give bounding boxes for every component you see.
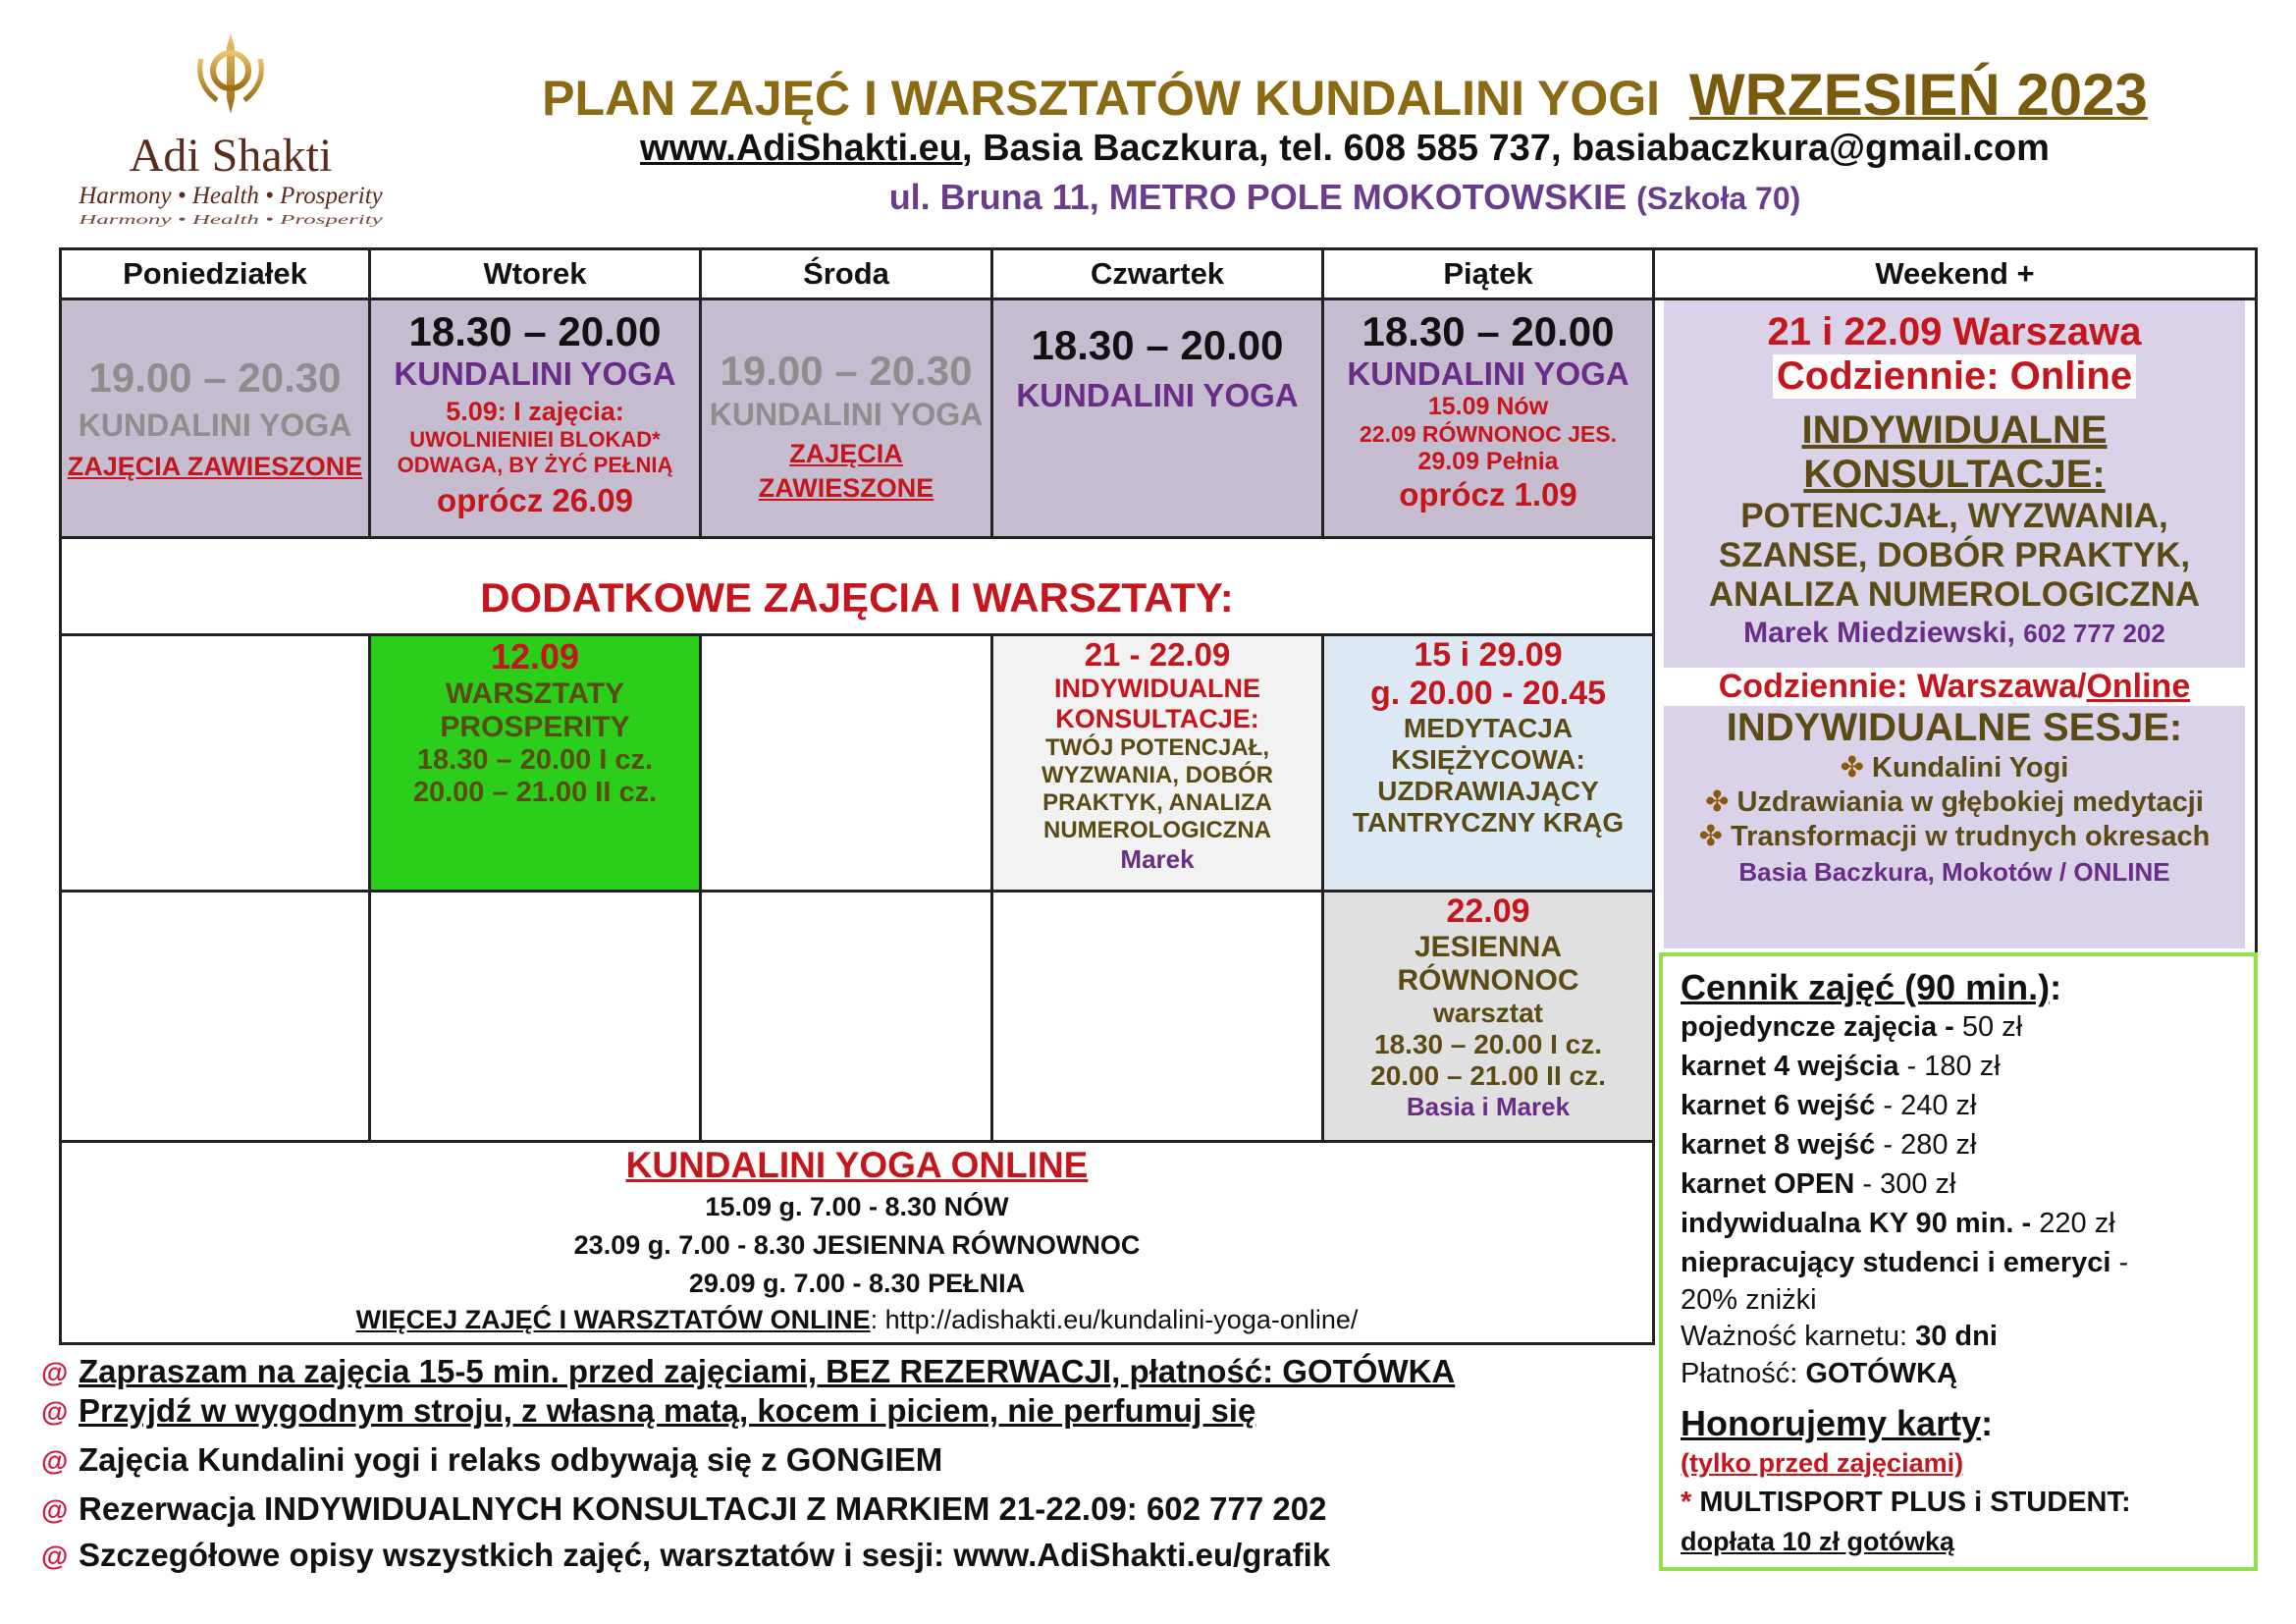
extra2-fri-l6: Basia i Marek	[1406, 1092, 1571, 1121]
price-row	[1681, 1007, 2250, 1047]
price-validity-value: 30 dni	[1915, 1321, 1998, 1352]
extra-thu-l7: Marek	[1120, 844, 1195, 874]
weekend-l3a: Codziennie: Warszawa/	[1718, 668, 2087, 705]
note-2-text: Przyjdź w wygodnym stroju, z własną matą, kocem i piciem, nie perfumuj się	[79, 1392, 1256, 1429]
online-l1: 15.09 g. 7.00 - 8.30 NÓW	[705, 1192, 1009, 1221]
weekend-s3-row	[1664, 819, 2245, 853]
note-3-text: Zajęcia Kundalini yogi i relaks odbywają się z GONGIEM	[79, 1441, 943, 1478]
address-text: ul. Bruna 11, METRO POLE MOKOTOWSKIE	[888, 177, 1628, 217]
price-row-value: - 280 zł	[1875, 1129, 1977, 1161]
weekend-person1	[1664, 617, 2245, 650]
price-row-value: - 300 zł	[1854, 1168, 1956, 1200]
title-text: PLAN ZAJĘĆ I WARSZTATÓW KUNDALINI YOGI	[542, 71, 1661, 126]
price-row-label: indywidualna KY 90 min. -	[1681, 1208, 2032, 1239]
mon-name: KUNDALINI YOGA	[78, 407, 352, 443]
regular-cell-fri	[1321, 298, 1655, 539]
online-cell	[59, 1140, 1655, 1345]
day-header-thu: Czwartek	[990, 247, 1324, 300]
extra-cell-wed	[699, 633, 993, 893]
extra-cell-tue	[368, 633, 702, 893]
extra2-fri-l3: warsztat	[1432, 998, 1544, 1028]
note-4	[41, 1490, 1327, 1528]
wed-time: 19.00 – 20.30	[720, 348, 973, 394]
price-row	[1681, 1047, 2250, 1086]
extra-fri-time: g. 20.00 - 20.45	[1369, 675, 1607, 712]
price-row-value: -	[2110, 1247, 2129, 1278]
extra-thu-l2: KONSULTACJE:	[1055, 704, 1259, 733]
clover-icon: ✤	[1698, 821, 1723, 852]
day-header-mon: Poniedziałek	[59, 247, 371, 300]
wed-note1: ZAJĘCIA	[789, 439, 903, 468]
note-3	[41, 1441, 943, 1479]
tue-note1: 5.09: I zajęcia:	[446, 397, 624, 426]
weekend-box	[1664, 300, 2245, 948]
logo	[20, 29, 442, 245]
weekend-l3b: Online	[2086, 668, 2191, 705]
online-title: KUNDALINI YOGA ONLINE	[625, 1145, 1089, 1185]
contact-line	[461, 128, 2228, 170]
fri-note1: 15.09 Nów	[1427, 393, 1549, 420]
price-validity-label: Ważność karnetu:	[1681, 1321, 1916, 1352]
price-payment-value: GOTÓWKĄ	[1805, 1358, 1957, 1389]
online-l2: 23.09 g. 7.00 - 8.30 JESIENNA RÓWNOWNOC	[573, 1230, 1141, 1260]
day-header-tue: Wtorek	[368, 247, 702, 300]
logo-tagline: Harmony • Health • Prosperity	[79, 183, 383, 209]
extra-tue-l1: WARSZTATY	[445, 677, 625, 710]
online-more	[62, 1305, 1652, 1335]
extra-thu-l3: TWÓJ POTENCJAŁ,	[1044, 734, 1269, 761]
weekend-person1-phone: 602 777 202	[2023, 619, 2165, 648]
price-row-value: 50 zł	[1953, 1011, 2023, 1043]
price-row	[1681, 1164, 2250, 1204]
extra2-cell-wed	[699, 890, 993, 1143]
note-2	[41, 1392, 1256, 1430]
fri-except: oprócz 1.09	[1399, 476, 1577, 513]
extra-tue-l2: PROSPERITY	[440, 711, 630, 743]
price-validity	[1681, 1318, 2250, 1355]
clover-icon: ✤	[1705, 786, 1730, 818]
day-header-weekend: Weekend +	[1652, 247, 2258, 300]
extra2-cell-tue	[368, 890, 702, 1143]
price-row-value: 220 zł	[2031, 1208, 2115, 1239]
weekend-h2: KONSULTACJE:	[1803, 453, 2106, 496]
weekend-t3: ANALIZA NUMEROLOGICZNA	[1708, 575, 2201, 614]
khanda-icon	[191, 29, 270, 118]
extra-tue-date: 12.09	[490, 636, 580, 677]
price-row-value: - 240 zł	[1875, 1090, 1977, 1121]
extra2-fri-l5: 20.00 – 21.00 II cz.	[1370, 1060, 1606, 1091]
price-row	[1681, 1204, 2250, 1243]
extra2-fri-l2: RÓWNONOC	[1397, 964, 1579, 997]
weekend-s3: Transformacji w trudnych okresach	[1731, 821, 2211, 852]
tue-note2: UWOLNIENIEI BLOKAD*	[409, 427, 661, 452]
weekend-l2: Codziennie: Online	[1773, 354, 2136, 399]
price-payment-label: Płatność:	[1681, 1358, 1806, 1389]
weekend-h3: INDYWIDUALNE SESJE:	[1726, 706, 2183, 749]
pricing-box	[1659, 952, 2258, 1571]
cards-extra: dopłata 10 zł gotówką	[1681, 1527, 1955, 1556]
extra-tue-l3: 18.30 – 20.00 I cz.	[416, 744, 654, 776]
weekend-t2: SZANSE, DOBÓR PRAKTYK,	[1718, 536, 2191, 574]
cards-line: MULTISPORT PLUS i STUDENT:	[1699, 1487, 2131, 1518]
weekend-l3	[1664, 668, 2245, 706]
mon-time: 19.00 – 20.30	[88, 354, 342, 401]
weekend-s1: Kundalini Yogi	[1872, 752, 2069, 784]
price-title-row: Cennik zajęć (90 min.):	[1681, 967, 2062, 1007]
extra-fri-l2: KSIĘŻYCOWA:	[1391, 744, 1585, 775]
extra-fri-l4: TANTRYCZNY KRĄG	[1352, 807, 1625, 838]
price-rows	[1681, 1007, 2250, 1282]
price-row	[1681, 1125, 2250, 1164]
price-row-label: karnet 8 wejść	[1681, 1129, 1876, 1161]
note-5-text: Szczegółowe opisy wszystkich zajęć, warsztatów i sesji: www.AdiShakti.eu/grafik	[79, 1537, 1331, 1573]
weekend-person2: Basia Baczkura, Mokotów / ONLINE	[1738, 857, 2170, 887]
day-header-fri: Piątek	[1321, 247, 1655, 300]
clover-icon: ✤	[1840, 752, 1864, 784]
price-row-label: karnet OPEN	[1681, 1168, 1855, 1200]
weekend-person1-name: Marek Miedziewski,	[1743, 617, 2015, 649]
price-payment	[1681, 1355, 2250, 1392]
swirl-icon: @	[41, 1396, 69, 1427]
extra2-cell-fri	[1321, 890, 1655, 1143]
online-more-url[interactable]: : http://adishakti.eu/kundalini-yoga-online/	[870, 1305, 1359, 1334]
price-discount: 20% zniżki	[1681, 1284, 1817, 1316]
extra-fri-l3: UZDRAWIAJĄCY	[1377, 776, 1599, 806]
weekend-s1-row	[1664, 750, 2245, 785]
day-header-wed: Środa	[699, 247, 993, 300]
tue-except: oprócz 26.09	[437, 482, 633, 518]
fri-time: 18.30 – 20.00	[1362, 308, 1615, 354]
regular-cell-tue	[368, 298, 702, 539]
extra2-fri-date: 22.09	[1446, 893, 1530, 930]
cards-line-row: * MULTISPORT PLUS i STUDENT:	[1681, 1487, 2131, 1518]
swirl-icon: @	[41, 1494, 69, 1525]
weekend-l1: 21 i 22.09 Warszawa	[1767, 310, 2142, 353]
extra-thu-l6: NUMEROLOGICZNA	[1043, 817, 1271, 843]
fri-note3: 29.09 Pełnia	[1417, 448, 1559, 475]
extra-cell-thu	[990, 633, 1324, 893]
extra-tue-l4: 20.00 – 21.00 II cz.	[412, 777, 658, 808]
extra-cell-mon	[59, 633, 371, 893]
note-1	[41, 1353, 1456, 1390]
regular-cell-mon	[59, 298, 371, 539]
logo-brand: Adi Shakti	[129, 130, 333, 182]
extra-thu-l5: PRAKTYK, ANALIZA	[1042, 789, 1272, 816]
page-title	[461, 61, 2228, 129]
price-row-label: niepracujący studenci i emeryci	[1681, 1247, 2111, 1278]
extra-heading: DODATKOWE ZAJĘCIA I WARSZTATY:	[59, 536, 1655, 636]
extra-thu-date: 21 - 22.09	[1084, 636, 1231, 673]
extra2-cell-mon	[59, 890, 371, 1143]
cards-title: Honorujemy karty	[1681, 1403, 1982, 1443]
weekend-h1: INDYWIDUALNE	[1801, 408, 2108, 452]
extra-fri-date: 15 i 29.09	[1414, 636, 1563, 674]
swirl-icon: @	[41, 1357, 69, 1387]
website-link[interactable]: www.AdiShakti.eu,	[640, 128, 973, 169]
address-line	[461, 177, 2228, 218]
thu-name: KUNDALINI YOGA	[1016, 377, 1299, 413]
logo-tagline-reflection: Harmony • Health • Prosperity	[79, 212, 383, 228]
regular-cell-thu	[990, 298, 1324, 539]
weekend-s2: Uzdrawiania w głębokiej medytacji	[1736, 786, 2204, 818]
fri-name: KUNDALINI YOGA	[1347, 355, 1629, 392]
price-row	[1681, 1086, 2250, 1125]
mon-note: ZAJĘCIA ZAWIESZONE	[67, 452, 363, 481]
online-more-label: WIĘCEJ ZAJĘĆ I WARSZTATÓW ONLINE	[355, 1305, 871, 1334]
weekend-t1: POTENCJAŁ, WYZWANIA,	[1740, 497, 2168, 535]
extra2-cell-thu	[990, 890, 1324, 1143]
price-row-value: - 180 zł	[1898, 1051, 2001, 1082]
note-4-text: Rezerwacja INDYWIDUALNYCH KONSULTACJI Z MARKIEM 21-22.09: 602 777 202	[79, 1490, 1327, 1527]
tue-name: KUNDALINI YOGA	[394, 355, 676, 392]
extra-thu-l4: WYZWANIA, DOBÓR	[1041, 762, 1273, 788]
school-text: (Szkoła 70)	[1636, 181, 1801, 216]
price-title: Cennik zajęć (90 min.)	[1681, 967, 2051, 1007]
extra2-fri-l4: 18.30 – 20.00 I cz.	[1374, 1029, 1602, 1059]
price-row-label: karnet 6 wejść	[1681, 1090, 1876, 1121]
wed-name: KUNDALINI YOGA	[709, 397, 984, 432]
tue-note3: ODWAGA, BY ŻYĆ PEŁNIĄ	[397, 453, 673, 477]
regular-cell-wed	[699, 298, 993, 539]
note-5	[41, 1537, 1331, 1574]
note-1-text: Zapraszam na zajęcia 15-5 min. przed zajęciami, BEZ REZERWACJI, płatność: GOTÓWKA	[79, 1353, 1456, 1389]
wed-note2: ZAWIESZONE	[758, 473, 934, 503]
online-l3: 29.09 g. 7.00 - 8.30 PEŁNIA	[688, 1269, 1026, 1298]
cards-title-row: Honorujemy karty:	[1681, 1403, 1994, 1443]
swirl-icon: @	[41, 1541, 69, 1571]
contact-text: Basia Baczkura, tel. 608 585 737, basiabaczkura@gmail.com	[983, 128, 2050, 169]
extra2-fri-l1: JESIENNA	[1414, 931, 1563, 963]
cards-note: (tylko przed zajęciami)	[1681, 1448, 1964, 1478]
title-month: WRZESIEŃ 2023	[1689, 62, 2148, 128]
price-row	[1681, 1243, 2250, 1282]
price-row-label: karnet 4 wejścia	[1681, 1051, 1899, 1082]
swirl-icon: @	[41, 1445, 69, 1476]
fri-note2: 22.09 RÓWNONOC JES.	[1359, 421, 1618, 447]
tue-time: 18.30 – 20.00	[408, 308, 662, 354]
extra-cell-fri	[1321, 633, 1655, 893]
weekend-s2-row	[1664, 785, 2245, 819]
extra-fri-l1: MEDYTACJA	[1403, 713, 1574, 743]
price-row-label: pojedyncze zajęcia -	[1681, 1011, 1954, 1043]
thu-time: 18.30 – 20.00	[1031, 322, 1284, 368]
extra-thu-l1: INDYWIDUALNE	[1054, 674, 1260, 703]
